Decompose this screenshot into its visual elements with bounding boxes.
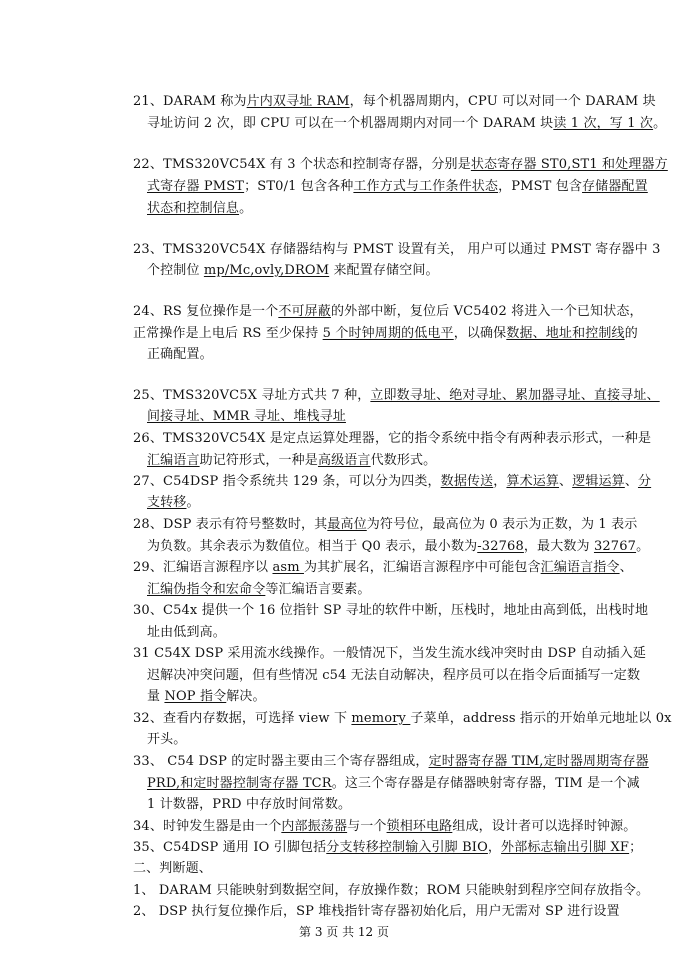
answer-underline: 算术运算 xyxy=(506,474,560,489)
item-32-line-2 xyxy=(147,731,186,749)
answer-underline: 32767 xyxy=(593,539,637,554)
text: 正常操作是上电后 RS 至少保持 xyxy=(133,326,323,341)
item-33-line-1 xyxy=(133,753,649,771)
item-31-line-2 xyxy=(147,667,640,685)
item-22-line-2 xyxy=(147,178,648,196)
text: 量 xyxy=(147,689,165,704)
item-28-line-1 xyxy=(133,516,637,534)
text: 。 xyxy=(653,116,667,131)
text: 址由低到高。 xyxy=(147,625,226,640)
item-23-line-2 xyxy=(147,262,439,280)
text: 27、C54DSP 指令系统共 129 条，可以分为四类， xyxy=(133,474,441,489)
text: ；ST0/1 包含各种 xyxy=(244,179,354,194)
text: 23、TMS320VC54X 存储器结构与 PMST 设置有关， 用户可以通过 PMST 寄存器中 3 xyxy=(133,242,661,257)
item-27-line-1 xyxy=(133,473,651,491)
answer-underline: 汇编伪指令和宏命令 xyxy=(147,582,266,597)
text: ， xyxy=(487,840,502,855)
text: 25、TMS320VC5X 寻址方式共 7 种， xyxy=(133,388,371,403)
item-31-line-3 xyxy=(147,688,266,706)
answer-underline: 间接寻址、MMR 寻址、堆栈寻址 xyxy=(147,409,346,424)
text: 、 xyxy=(619,560,633,575)
answer-underline: 分支转移控制输入引脚 BIO xyxy=(326,840,488,855)
text: 、 xyxy=(559,474,573,489)
item-24-line-1 xyxy=(133,303,643,321)
item-22-line-3 xyxy=(147,200,252,218)
answer-underline: 汇编语言 xyxy=(147,453,200,468)
text: 24、RS 复位操作是一个 xyxy=(133,304,279,319)
item-33-line-2 xyxy=(147,775,640,793)
text: 与一个 xyxy=(347,819,387,834)
text: ，以确保 xyxy=(453,326,507,341)
judgement-item-1 xyxy=(133,882,649,900)
text: 30、C54x 提供一个 16 位指针 SP 寻址的软件中断，压栈时，地址由高到低，出栈时地 xyxy=(133,603,649,618)
answer-underline: 汇编语言指令 xyxy=(540,560,620,575)
text: ， xyxy=(493,474,507,489)
item-21-line-2 xyxy=(147,115,666,133)
answer-underline: NOP 指令 xyxy=(164,689,227,704)
text: 个控制位 xyxy=(147,263,204,278)
item-28-line-2 xyxy=(147,538,649,556)
text: 1、 DARAM 只能映射到数据空间，存放操作数；ROM 只能映射到程序空间存放指令。 xyxy=(133,883,650,898)
answer-underline: 不可屏蔽 xyxy=(278,304,331,319)
text: 子菜单，address 指示的开始单元地址以 0x xyxy=(410,711,672,726)
text: 的 xyxy=(624,326,638,341)
answer-underline: 外部标志输出引脚 XF xyxy=(501,840,630,855)
answer-underline: 读 1 次，写 1 次 xyxy=(553,116,654,131)
answer-underline: 内部振荡器 xyxy=(281,819,348,834)
text: 的外部中断，复位后 VC5402 将进入一个已知状态， xyxy=(330,304,643,319)
answer-underline: 立即数寻址、绝对寻址、累加器寻址、直接寻址、 xyxy=(370,388,660,403)
text: 31 C54X DSP 采用流水线操作。一般情况下，当发生流水线冲突时由 DSP 自动插入延 xyxy=(133,646,646,661)
text: 为符号位，最高位为 0 表示为正数，为 1 表示 xyxy=(366,517,638,532)
text: 来配置存储空间。 xyxy=(329,263,439,278)
text: 迟解决冲突问题，但有些情况 c54 无法自动解决，程序员可以在指令后面插写一定数 xyxy=(147,668,641,683)
text: 等汇编语言要素。 xyxy=(265,582,371,597)
text: 21、DARAM 称为 xyxy=(133,94,247,109)
text: 28、DSP 表示有符号整数时，其 xyxy=(133,517,328,532)
answer-underline: PRD,和定时器控制寄存器 TCR xyxy=(147,776,332,791)
item-30-line-1 xyxy=(133,602,648,620)
text: 。 xyxy=(239,201,253,216)
text: 正确配置。 xyxy=(147,347,213,362)
text: ，最大数为 xyxy=(523,539,594,554)
answer-underline: memory xyxy=(351,711,411,726)
answer-underline: 支转移 xyxy=(147,495,187,510)
text: 解决。 xyxy=(226,689,266,704)
text: 22、TMS320VC54X 有 3 个状态和控制寄存器，分别是 xyxy=(133,157,471,172)
item-21-line-1 xyxy=(133,93,656,111)
text: 29、汇编语言源程序以 xyxy=(133,560,273,575)
answer-underline: 最高位 xyxy=(327,517,367,532)
item-30-line-2 xyxy=(147,624,226,642)
item-27-line-2 xyxy=(147,494,200,512)
text: 、 xyxy=(624,474,638,489)
answer-underline: 状态和控制信息 xyxy=(147,201,240,216)
item-25-line-1 xyxy=(133,387,660,405)
item-25-line-2 xyxy=(147,408,346,426)
text: 32、查看内存数据，可选择 view 下 xyxy=(133,711,352,726)
item-24-line-3 xyxy=(147,346,213,364)
answer-underline: 逻辑运算 xyxy=(572,474,625,489)
text: 为其扩展名，汇编语言源程序中可能包含 xyxy=(303,560,541,575)
answer-underline: 5 个时钟周期的低电平 xyxy=(322,326,454,341)
answer-underline: 工作方式与工作条件状态 xyxy=(353,179,499,194)
text: 为负数。其余表示为数值位。相当于 Q0 表示，最小数为 xyxy=(147,539,478,554)
item-34-line-1 xyxy=(133,818,636,836)
text: ，PMST 包含 xyxy=(498,179,583,194)
text: 二、判断题、 xyxy=(133,861,212,876)
text: 35、C54DSP 通用 IO 引脚包括 xyxy=(133,840,327,855)
answer-underline: 数据、地址和控制线 xyxy=(506,326,625,341)
answer-underline: 片内双寻址 RAM xyxy=(246,94,350,109)
answer-underline: 式寄存器 PMST xyxy=(147,179,245,194)
answer-underline: 数据传送 xyxy=(440,474,494,489)
text: 33、 C54 DSP 的定时器主要由三个寄存器组成， xyxy=(133,754,429,769)
answer-underline: 锁相环电路 xyxy=(386,819,453,834)
page-footer: 第 3 页 共 12 页 xyxy=(299,925,389,939)
answer-underline: mp/Mc,ovly,DROM xyxy=(203,263,330,278)
text: 助记符形式，一种是 xyxy=(199,453,318,468)
text: 。 xyxy=(636,539,650,554)
text: 代数形式。 xyxy=(370,453,437,468)
text: ； xyxy=(629,840,643,855)
judgement-item-2 xyxy=(133,903,620,921)
item-23-line-1 xyxy=(133,241,661,259)
text: 。这三个寄存器是存储器映射寄存器，TIM 是一个减 xyxy=(331,776,640,791)
section-heading xyxy=(133,860,212,878)
answer-underline: 定时器寄存器 TIM,定时器周期寄存器 xyxy=(428,754,649,769)
item-35-line-1 xyxy=(133,839,642,857)
answer-underline: asm xyxy=(272,560,304,575)
text: 组成，设计者可以选择时钟源。 xyxy=(452,819,637,834)
item-29-line-2 xyxy=(147,581,371,599)
answer-underline: 存储器配置 xyxy=(582,179,648,194)
text: 寻址访问 2 次，即 CPU 可以在一个机器周期内对同一个 DARAM 块 xyxy=(147,116,554,131)
text: ，每个机器周期内，CPU 可以对同一个 DARAM 块 xyxy=(349,94,656,109)
item-32-line-1 xyxy=(133,710,672,728)
item-24-line-2 xyxy=(133,325,638,343)
text: 开头。 xyxy=(147,732,187,747)
item-26-line-1 xyxy=(133,430,651,448)
item-31-line-1 xyxy=(133,645,646,663)
text: 1 计数器，PRD 中存放时间常数。 xyxy=(147,797,352,812)
text: 。 xyxy=(186,495,200,510)
answer-underline: -32768 xyxy=(477,539,524,554)
answer-underline: 分 xyxy=(637,474,652,489)
text: 2、 DSP 执行复位操作后，SP 堆栈指针寄存器初始化后，用户无需对 SP 进行设置 xyxy=(133,904,620,919)
answer-underline: 状态寄存器 ST0,ST1 和处理器方 xyxy=(470,157,668,172)
item-33-line-3 xyxy=(147,796,351,814)
answer-underline: 高级语言 xyxy=(317,453,371,468)
text: 34、时钟发生器是由一个 xyxy=(133,819,282,834)
item-26-line-2 xyxy=(147,452,436,470)
item-22-line-1 xyxy=(133,156,668,174)
item-29-line-1 xyxy=(133,559,633,577)
text: 26、TMS320VC54X 是定点运算处理器，它的指令系统中指令有两种表示形式，一种是 xyxy=(133,431,652,446)
